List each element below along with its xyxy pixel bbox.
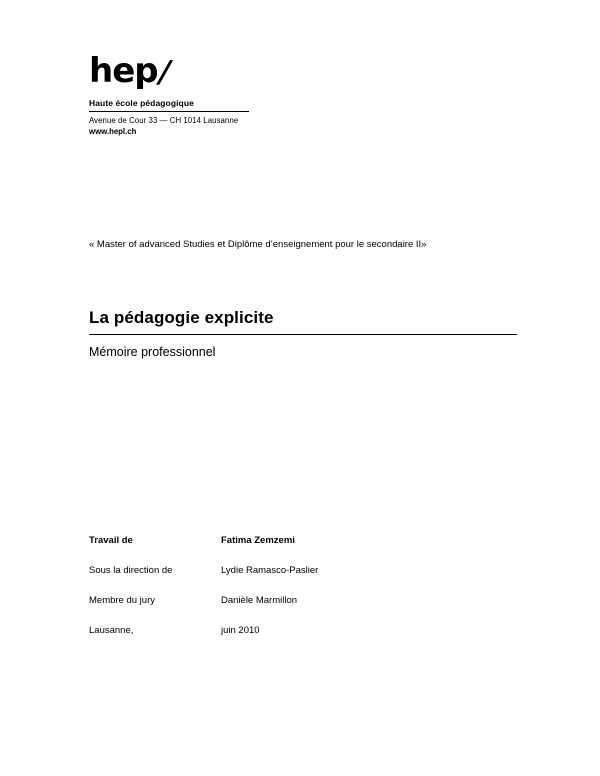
credits-value [221, 624, 519, 654]
credits-value: Lydie Ramasco-Paslier [221, 565, 319, 576]
institution-logo-block [89, 52, 519, 137]
credits-table [89, 534, 519, 654]
credits-value: Danièle Marmillon [221, 595, 298, 606]
credits-label: Travail de [89, 535, 133, 546]
credits-date: juin 2010 [221, 625, 260, 636]
table-row [89, 624, 519, 654]
hep-logo [89, 51, 174, 92]
table-row [89, 564, 519, 594]
program-line: « Master of advanced Studies et Diplôme d’enseignement pour le secondaire II» [89, 239, 427, 250]
page-subtitle: Mémoire professionnel [89, 345, 216, 359]
logo-divider [89, 111, 249, 112]
credits-label: Membre du jury [89, 595, 155, 606]
institution-address: Avenue de Cour 33 — CH 1014 Lausanne [89, 116, 239, 125]
credits-label: Lausanne, [89, 625, 134, 636]
hep-wordmark-text: hep [89, 51, 158, 91]
page-title: La pédagogie explicite [89, 308, 274, 327]
table-row [89, 594, 519, 624]
table-row [89, 534, 519, 564]
institution-name: Haute école pédagogique [89, 98, 194, 108]
credits-value: Fatima Zemzemi [221, 535, 295, 546]
hep-logo-slash: / [154, 55, 174, 90]
credits-label: Sous la direction de [89, 565, 173, 576]
institution-website: www.hepl.ch [89, 127, 137, 136]
title-divider [89, 334, 517, 335]
